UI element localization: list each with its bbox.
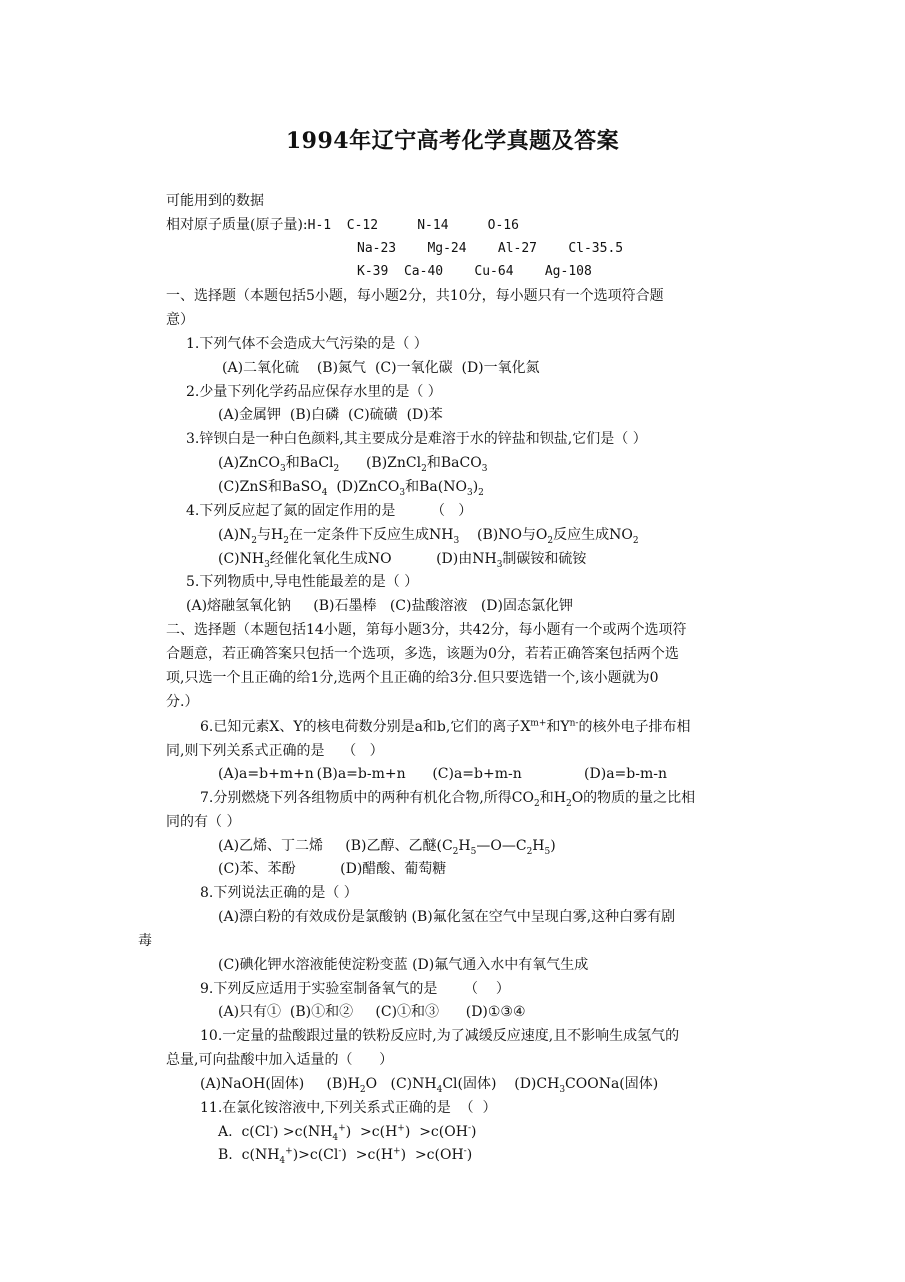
question-8-options-cd: (C)碘化钾水溶液能使淀粉变蓝 (D)氟气通入水中有氧气生成 xyxy=(218,957,589,973)
section1-heading-cont: 意） xyxy=(166,312,194,328)
question-3-options-ab: (A)ZnCO$_3$和BaCl$_2$ (B)ZnCl$_2$和BaCO$_3$ xyxy=(218,455,488,474)
question-9: 9.下列反应适用于实验室制备氧气的是 （ ） xyxy=(200,981,510,997)
section1-heading: 一、选择题（本题包括5小题，每小题2分，共10分，每小题只有一个选项符合题 xyxy=(166,288,664,304)
atomic-mass-row-3: K-39 Ca-40 Cu-64 Ag-108 xyxy=(357,264,592,279)
question-10-options: (A)NaOH(固体) $(B)H_2O$ $(C)NH_4Cl$(固体) $(D)CH_3COONa$(固体) xyxy=(200,1076,659,1095)
question-10-cont: 总量,可向盐酸中加入适量的（ ） xyxy=(166,1052,394,1068)
question-4-options-cd: $(C)NH_3$经催化氧化生成NO (D)由$NH_3$制碳铵和硫铵 xyxy=(218,551,587,570)
section2-heading: 二、选择题（本题包括14小题，第每小题3分，共42分，每小题有一个或两个选项符 xyxy=(166,622,687,638)
data-heading: 可能用到的数据 xyxy=(166,193,264,209)
question-11-option-b: B. $c(NH_4^+)>c(Cl^-) >c(H^+) >c(OH^-)$ xyxy=(218,1146,473,1166)
question-6-options: (A)a=b+m+n (B)a=b-m+n (C)a=b+m-n (D)a=b-m-n xyxy=(218,766,667,782)
section2-heading-cont-2: 项,只选一个且正确的给1分,选两个且正确的给3分.但只要选错一个,该小题就为0 xyxy=(166,670,659,686)
question-7-options-cd: (C)苯、苯酚 (D)醋酸、葡萄糖 xyxy=(218,861,447,877)
question-4-options-ab: $(A)N_2$与$H_2$在一定条件下反应生成$NH_3$ (B)NO与$O_2$反应生成$NO_2$ xyxy=(218,527,639,546)
atomic-mass-label: 相对原子质量(原子量): xyxy=(166,217,308,233)
question-7-cont: 同的有（ ） xyxy=(166,814,241,830)
question-7-options-ab: (A)乙烯、丁二烯 (B)乙醇、乙醚$(C_2H_5—O—C_2H_5)$ xyxy=(218,838,556,857)
question-1: 1.下列气体不会造成大气污染的是（ ） xyxy=(186,336,428,352)
question-5-options: (A)熔融氢氧化钠 (B)石墨棒 (C)盐酸溶液 (D)固态氯化钾 xyxy=(186,598,573,614)
question-2: 2.少量下列化学药品应保存水里的是（ ） xyxy=(186,384,442,400)
question-7: 7.分别燃烧下列各组物质中的两种有机化合物,所得$CO_2$和$H_2O$的物质的量之比相 xyxy=(200,790,696,809)
atomic-mass-row-2: Na-23 Mg-24 Al-27 Cl-35.5 xyxy=(357,241,624,256)
question-4: 4.下列反应起了氮的固定作用的是 （ ） xyxy=(186,503,473,519)
atomic-mass-row-1 xyxy=(166,216,519,235)
question-11: 11.在氯化铵溶液中,下列关系式正确的是 （ ） xyxy=(200,1100,497,1116)
question-10: 10.一定量的盐酸跟过量的铁粉反应时,为了减缓反应速度,且不影响生成氢气的 xyxy=(200,1028,680,1044)
section2-heading-cont-3: 分.） xyxy=(166,694,199,710)
question-6: 6.已知元素X、Y的核电荷数分别是a和b,它们的离子$X^{m+}$和$Y^{n-}$的核外电子排布相 xyxy=(200,718,691,735)
question-3-options-cd: (C)ZnS和BaSO$_4$ (D)ZnCO$_3$和$Ba(NO_3)_2$ xyxy=(218,479,484,498)
question-5: 5.下列物质中,导电性能最差的是（ ） xyxy=(186,574,419,590)
question-3: 3.锌钡白是一种白色颜料,其主要成分是难溶于水的锌盐和钡盐,它们是（ ） xyxy=(186,431,647,447)
question-8-options-ab-cont: 毒 xyxy=(138,933,152,949)
question-8: 8.下列说法正确的是（ ） xyxy=(200,885,358,901)
atomic-mass-values-1: H-1 C-12 N-14 O-16 xyxy=(307,218,519,233)
question-9-options: (A)只有① (B)①和② (C)①和③ (D)①③④ xyxy=(218,1004,526,1020)
question-11-option-a: A. $c(Cl^-) >c(NH_4^+) >c(H^+) >c(OH^-)$ xyxy=(218,1123,477,1143)
section2-heading-cont-1: 合题意，若正确答案只包括一个选项，多选，该题为0分，若若正确答案包括两个选 xyxy=(166,646,679,662)
question-1-options: (A)二氧化硫 (B)氮气 (C)一氧化碳 (D)一氧化氮 xyxy=(222,360,540,376)
question-2-options: (A)金属钾 (B)白磷 (C)硫磺 (D)苯 xyxy=(218,407,443,423)
page-title: 1994年辽宁高考化学真题及答案 xyxy=(285,128,620,154)
question-6-cont: 同,则下列关系式正确的是 （ ） xyxy=(166,743,384,759)
question-8-options-ab: (A)漂白粉的有效成份是氯酸钠 (B)氟化氢在空气中呈现白雾,这种白雾有剧 xyxy=(218,909,676,925)
